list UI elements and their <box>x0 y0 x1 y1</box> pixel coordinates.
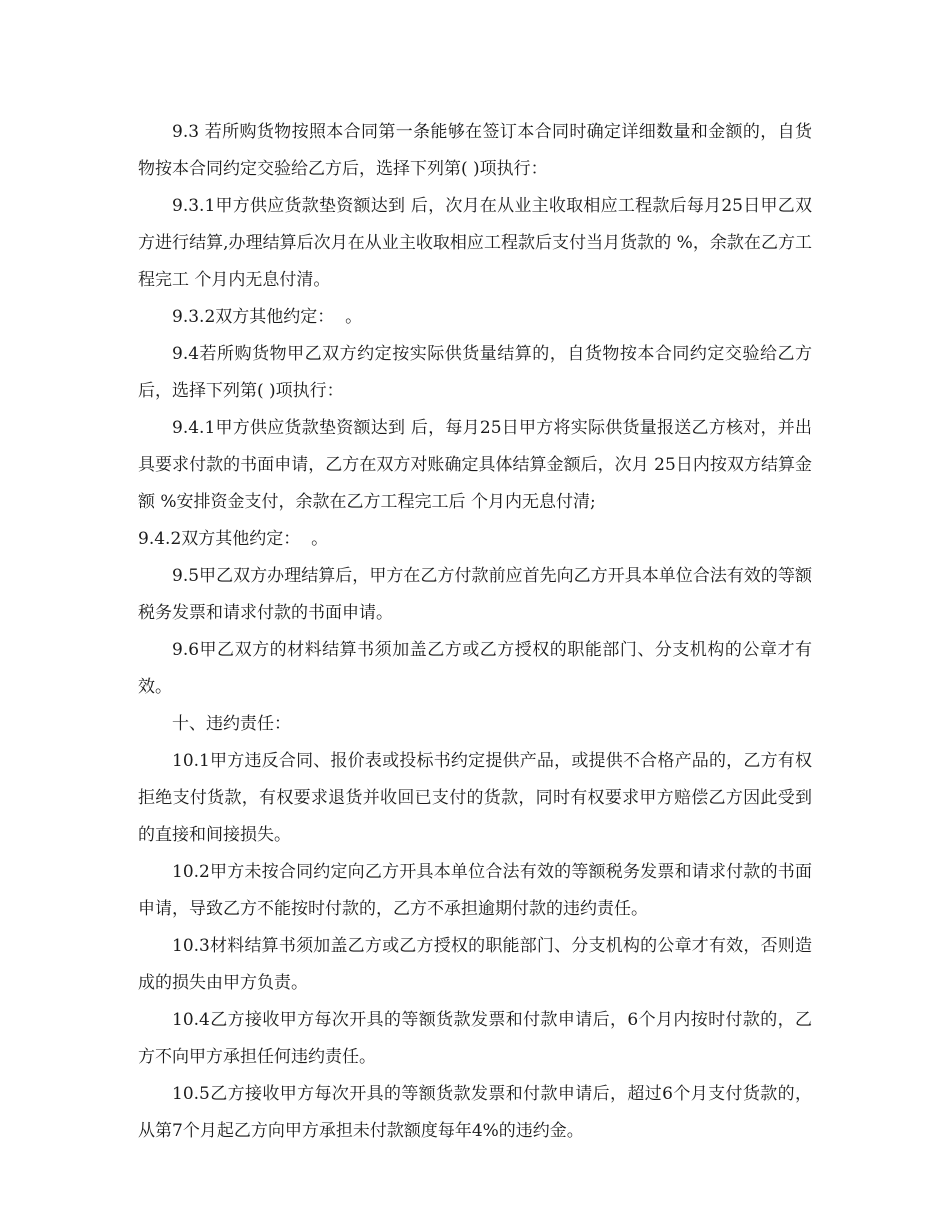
clause-9-4-2: 9.4.2双方其他约定： 。 <box>138 529 329 549</box>
clause-9-4: 9.4若所购货物甲乙双方约定按实际供货量结算的，自货物按本合同约定交验给乙方后，选择下列第( )项执行： <box>138 344 812 401</box>
clause-9-6: 9.6甲乙双方的材料结算书须加盖乙方或乙方授权的职能部门、分支机构的公章才有效。 <box>138 640 812 697</box>
clause-10-1: 10.1甲方违反合同、报价表或投标书约定提供产品，或提供不合格产品的，乙方有权拒绝支付货款，有权要求退货并收回已支付的货款，同时有权要求甲方赔偿乙方因此受到的直接和间接损失。 <box>138 751 812 845</box>
clause-9-3-1: 9.3.1甲方供应货款垫资额达到 后，次月在从业主收取相应工程款后每月25日甲乙双方进行结算,办理结算后次月在从业主收取相应工程款后支付当月货款的 %，余款在乙方工程完工 个月内无息付清。 <box>138 196 812 290</box>
clause-10-4: 10.4乙方接收甲方每次开具的等额货款发票和付款申请后，6个月内按时付款的，乙方不向甲方承担任何违约责任。 <box>138 1010 812 1067</box>
clause-10-2: 10.2甲方未按合同约定向乙方开具本单位合法有效的等额税务发票和请求付款的书面申请，导致乙方不能按时付款的，乙方不承担逾期付款的违约责任。 <box>138 862 812 919</box>
clause-10-5: 10.5乙方接收甲方每次开具的等额货款发票和付款申请后，超过6个月支付货款的，从第7个月起乙方向甲方承担未付款额度每年4%的违约金。 <box>138 1084 812 1141</box>
section-heading-10: 十、违约责任： <box>172 714 291 734</box>
clause-9-3-2: 9.3.2双方其他约定： 。 <box>172 307 363 327</box>
clause-10-3: 10.3材料结算书须加盖乙方或乙方授权的职能部门、分支机构的公章才有效，否则造成的损失由甲方负责。 <box>138 936 812 993</box>
clause-9-5: 9.5甲乙双方办理结算后，甲方在乙方付款前应首先向乙方开具本单位合法有效的等额税务发票和请求付款的书面申请。 <box>138 566 812 623</box>
document-body <box>138 114 812 1150</box>
clause-9-3: 9.3 若所购货物按照本合同第一条能够在签订本合同时确定详细数量和金额的，自货物按本合同约定交验给乙方后，选择下列第( )项执行： <box>138 122 812 179</box>
clause-9-4-1: 9.4.1甲方供应货款垫资额达到 后，每月25日甲方将实际供货量报送乙方核对，并出具要求付款的书面申请，乙方在双方对账确定具体结算金额后，次月 25日内按双方结算金额 %安排资金支付，余款在乙方工程完工后 个月内无息付清; <box>138 418 812 512</box>
